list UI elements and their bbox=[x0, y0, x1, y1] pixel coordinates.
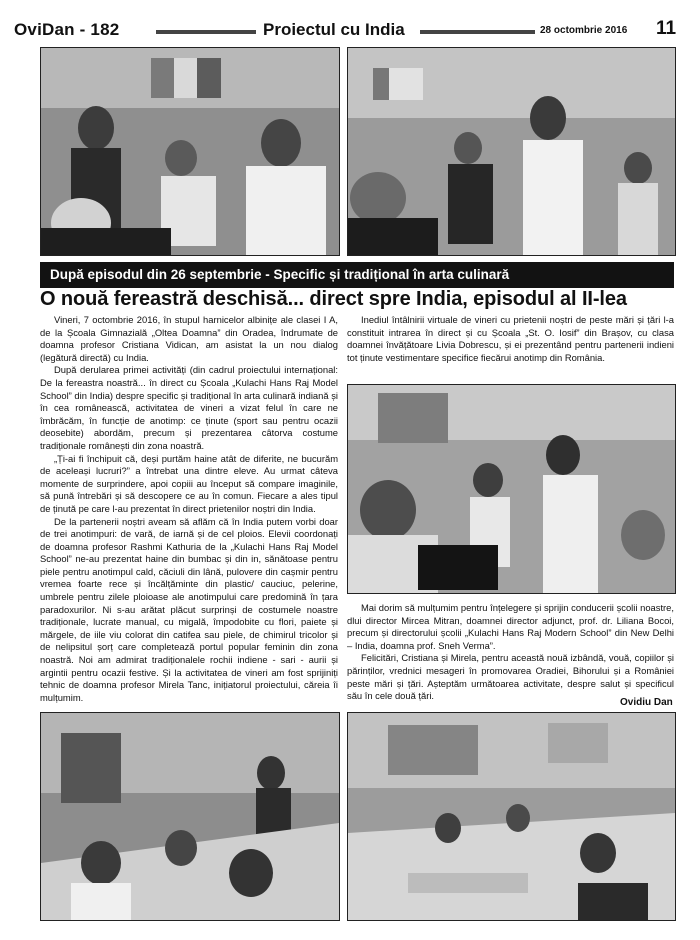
section-title: Proiectul cu India bbox=[263, 20, 405, 39]
article-paragraph: Inediul întâlnirii virtuale de vineri cu prietenii noștri de peste mări și țări l-a constituit intrarea în direct și cu Școala „St. O. Iosif” din Brașov, cu clasa doamnei învățătoare Livia Dobrescu, și ei prezentând pentru partenerii indieni tot ținute vestimentare specifice fiecărui anotimp din România. bbox=[347, 314, 674, 363]
article-paragraph: „Ți-ai fi închipuit că, deși purtăm haine atât de diferite, ne bucurăm de aceleași lucruri?” a întrebat una dintre eleve. Au urmat câteva momente de surprindere, apoi copiii au început să compare imaginile, să pună întrebări și să descopere ce au în comun. Fiecare a ales tipul de ținută pe care l-au prezentat în direct prietenilor noștri din India. bbox=[40, 452, 338, 514]
article-headline: O nouă fereastră deschisă... direct spre India, episodul al II-lea bbox=[40, 288, 627, 310]
photo-class-desks-left bbox=[40, 712, 340, 921]
header-rule-left bbox=[156, 30, 256, 34]
article-paragraph: Mai dorim să mulțumim pentru înțelegere și sprijin conducerii școlii noastre, dlui director Mircea Mitran, doamnei director adjunct, prof. dr. Liliana Bocoi, precum și directorului școlii „Kulachi Hans Raj Modern School” din New Delhi – India, doamna prof. Sneh Verma”. bbox=[347, 602, 674, 651]
article-paragraph: Vineri, 7 octombrie 2016, în stupul harnicelor albinițe ale clasei I A, de la Școala Gimnazială „Oltea Doamna” din Oradea, îndrumate de doamna profesor Cristiana Vidican, am asistat la un nou dialog (legătură directă) cu India. bbox=[40, 314, 338, 363]
photo-children-folk-costumes bbox=[347, 47, 676, 256]
header-rule-right bbox=[420, 30, 535, 34]
article-paragraph: Felicitări, Cristiana și Mirela, pentru această nouă izbândă, vouă, copiilor și părinților, vrednici mesageri în promovarea Oradiei, Bihorului și a României peste mări și țări. Așteptăm următoarea activitate, despre salut și specificul său în cele două țări. bbox=[347, 652, 674, 702]
section-banner-text: După episodul din 26 septembrie - Specific și tradițional în arta culinară bbox=[50, 267, 510, 282]
article-paragraph: De la partenerii noștri aveam să aflăm că în India putem vorbi doar de trei anotimpuri: de vară, de iarnă și de cel ploios. Elevii coordonați de doamna profesor Rashmi Kathuria de la „Kulachi Hans Raj Model School” ne-au prezentat haine din bumbac și din in, sănătoase pentru piele pentru anotimpul cald, căciuli din lână, pulovere din cașmir pentru vremea foarte rece și încălțăminte din plastic/ cauciuc, pelerine, umbrele pentru zilele ploioase ale anotimpului care predomină în țara paradoxurilor. Ni s-au arătat plăcut surprinși de costumele noastre tradiționale, lucrate manual, cu migală, împodobite cu flori, paiete și mărgele, de iile viu colorat din catifea sau piele, de chimirul tricolor și de nelipsitul șorț care completează portul popular feminin din zona noastră. Noi am admirat tradiționalele rochii indiene - sari - aurii și argintii pentru ocazii festive. Și la activitatea de vineri am fost sprijiniți tehnic de doamna profesor Mirela Tanc, inițiatorul proiectului, căreia îi mulțumim. bbox=[40, 515, 338, 703]
photo-class-desks-right bbox=[347, 712, 676, 921]
photo-children-laptop bbox=[347, 384, 676, 594]
photo-classroom-girls-flags bbox=[40, 47, 340, 256]
article-left-column bbox=[40, 314, 338, 714]
author-signature: Ovidiu Dan bbox=[620, 697, 673, 708]
article-right-top bbox=[347, 314, 674, 372]
article-paragraph: După derularea primei activități (din cadrul proiectului internațional: De la fereastra noastră... în direct cu Școala „Kulachi Hans Raj Model School” din India) despre specific și tradițional în arta culinară indiană și în cea românească, activitatea de vineri a vizat felul în care ne îmbrăcăm, în funcție de anotimp: ce ținute (sport sau pentru ocazii deosebite) abordăm, precum și prezentarea câtorva costume tradiționale românești din zona noastră. bbox=[40, 364, 338, 451]
publication-issue: OviDan - 182 bbox=[14, 20, 120, 39]
page-number: 11 bbox=[656, 18, 677, 39]
article-right-bottom bbox=[347, 602, 674, 702]
issue-date: 28 octombrie 2016 bbox=[540, 25, 628, 36]
